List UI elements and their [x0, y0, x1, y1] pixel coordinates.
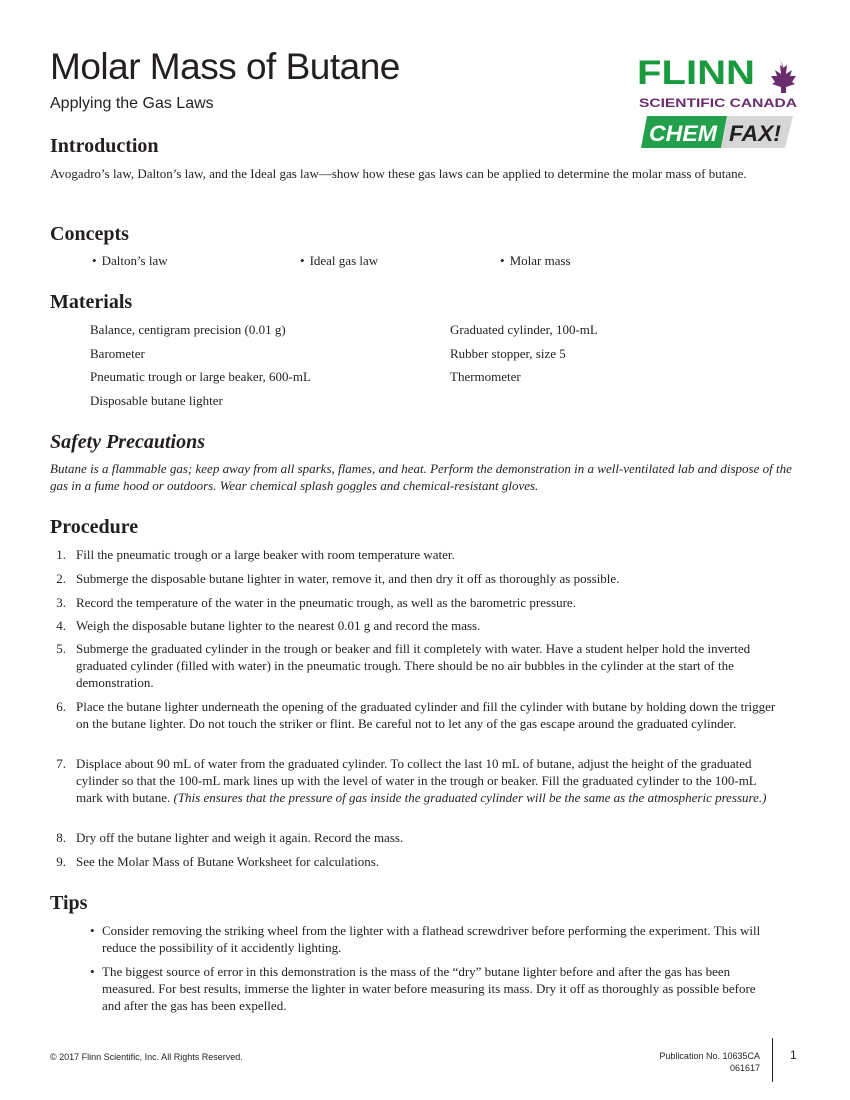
- step-number: 3.: [56, 595, 66, 610]
- step-text: Displace about 90 mL of water from the graduated cylinder. To collect the last 10 mL of butane, adjust the height of the graduated cylinder so that the 100-mL mark lines up with the level of water in the trough or beaker. Fill the graduated cylinder to the 100-mL mark with butane. (This ensures that the pressure of gas inside the graduated cylinder will be the same as the atmospheric pressure.): [76, 756, 767, 805]
- materials-heading: Materials: [50, 291, 133, 313]
- concept-item: • Ideal gas law: [300, 253, 379, 268]
- material-item: Graduated cylinder, 100-mL: [450, 322, 598, 337]
- step-note: (This ensures that the pressure of gas inside the graduated cylinder will be the same as the atmospheric pressure.): [173, 790, 767, 805]
- safety-heading: Safety Precautions: [50, 431, 205, 453]
- page-subtitle: Applying the Gas Laws: [50, 95, 214, 112]
- maple-leaf-icon: [771, 60, 796, 93]
- step-number: 1.: [56, 547, 66, 562]
- step-number: 2.: [56, 571, 66, 586]
- logo-badge-fax: FAX!: [729, 121, 781, 146]
- step-text: Place the butane lighter underneath the opening of the graduated cylinder and fill the cylinder with butane by holding down the trigger on the butane lighter. Do not touch the striker or flint. Be careful not to let any of the gas escape around the graduated cylinder.: [76, 699, 776, 731]
- material-item: Pneumatic trough or large beaker, 600-mL: [90, 369, 311, 384]
- publication-number: Publication No. 10635CA: [659, 1051, 760, 1061]
- bullet-icon: •: [90, 964, 95, 979]
- flinn-chemfax-logo: [635, 52, 805, 152]
- concept-item: • Molar mass: [500, 253, 571, 268]
- concept-item: • Dalton’s law: [92, 253, 168, 268]
- footer-publication: [620, 1050, 760, 1074]
- step-text: Submerge the graduated cylinder in the trough or beaker and fill it completely with water. Have a student helper hold the inverted graduated cylinder (filled with water) in the pneumatic trough. There should be no air bubbles in the cylinder at the start of the demonstration.: [76, 641, 751, 690]
- bullet-icon: •: [90, 923, 95, 938]
- introduction-heading: Introduction: [50, 135, 159, 157]
- material-item: Disposable butane lighter: [90, 393, 223, 408]
- tip-text: The biggest source of error in this demonstration is the mass of the “dry” butane lighter before and after the gas has been measured. For best results, immerse the lighter in water before measuring its mass. Dry it off as thoroughly as possible before and after the gas has been expelled.: [102, 964, 756, 1013]
- safety-text: Butane is a flammable gas; keep away from all sparks, flames, and heat. Perform the demonstration in a well-ventilated lab and dispose of the gas in a fume hood or outdoors. Wear chemical splash goggles and chemical-resistant gloves.: [50, 461, 792, 493]
- step-number: 5.: [56, 641, 66, 656]
- step-number: 8.: [56, 830, 66, 845]
- logo-brand: FLINN: [637, 54, 755, 92]
- step-number: 7.: [56, 756, 66, 771]
- logo-badge-chem: CHEM: [649, 121, 718, 146]
- step-number: 4.: [56, 618, 66, 633]
- procedure-heading: Procedure: [50, 516, 139, 538]
- bullet-icon: •: [500, 253, 505, 268]
- step-text: Weigh the disposable butane lighter to the nearest 0.01 g and record the mass.: [76, 618, 481, 633]
- step-number: 9.: [56, 854, 66, 869]
- publication-code: 061617: [729, 1063, 760, 1073]
- material-item: Balance, centigram precision (0.01 g): [90, 322, 286, 337]
- footer-copyright: © 2017 Flinn Scientific, Inc. All Rights Reserved.: [50, 1052, 243, 1062]
- tips-heading: Tips: [50, 892, 88, 914]
- page-number: 1: [790, 1048, 797, 1062]
- step-text: Fill the pneumatic trough or a large beaker with room temperature water.: [76, 547, 455, 562]
- bullet-icon: •: [92, 253, 97, 268]
- introduction-text: Avogadro’s law, Dalton’s law, and the Ideal gas law—show how these gas laws can be applied to determine the molar mass of butane.: [50, 166, 747, 181]
- page-title: Molar Mass of Butane: [50, 46, 400, 87]
- material-item: Barometer: [90, 346, 145, 361]
- footer-divider: [772, 1038, 773, 1082]
- step-text: Dry off the butane lighter and weigh it again. Record the mass.: [76, 830, 404, 845]
- tip-text: Consider removing the striking wheel from the lighter with a flathead screwdriver before performing the experiment. This will reduce the possibility of it accidently lighting.: [102, 923, 761, 955]
- bullet-icon: •: [300, 253, 305, 268]
- step-text: See the Molar Mass of Butane Worksheet for calculations.: [76, 854, 380, 869]
- material-item: Rubber stopper, size 5: [450, 346, 566, 361]
- logo-subtitle: SCIENTIFIC CANADA: [639, 96, 798, 110]
- material-item: Thermometer: [450, 369, 521, 384]
- step-number: 6.: [56, 699, 66, 714]
- concepts-heading: Concepts: [50, 223, 129, 245]
- step-text: Record the temperature of the water in the pneumatic trough, as well as the barometric pressure.: [76, 595, 576, 610]
- step-text: Submerge the disposable butane lighter in water, remove it, and then dry it off as thoroughly as possible.: [76, 571, 620, 586]
